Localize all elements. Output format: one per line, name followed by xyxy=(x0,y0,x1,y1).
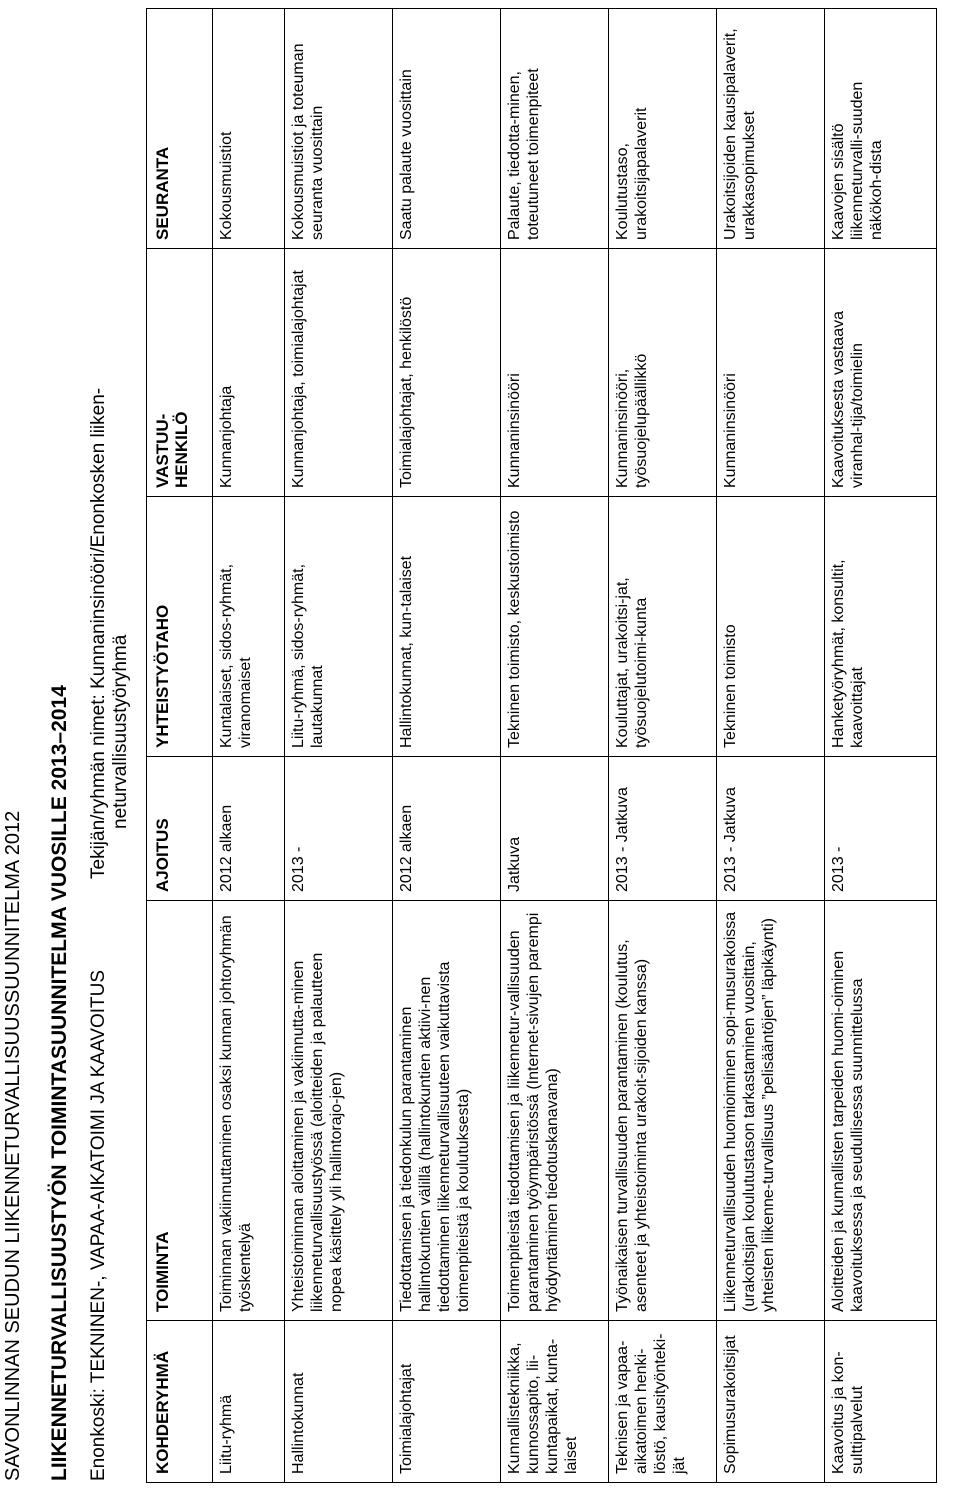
author-line: Tekijän/ryhmän nimet: Kunnaninsinööri/Enonkosken liiken- xyxy=(88,387,109,879)
cell-action: Aloitteiden ja kunnallisten tarpeiden huomi-oiminen kaavoituksessa ja seudullisessa suunnittelussa xyxy=(825,901,937,1321)
table-row xyxy=(501,9,609,1483)
header-target-group: KOHDERYHMÄ xyxy=(147,1321,213,1483)
document-title: SAVONLINNAN SEUDUN LIIKENNETURVALLISUUSSUUNNITELMA 2012 xyxy=(2,810,24,1481)
author-line-continued: neturvallisuustyöryhmä xyxy=(110,634,131,829)
header-responsible: VASTUU- HENKILÖ xyxy=(147,249,213,497)
cell-responsible: Kunnaninsinööri, työsuojelupäällikkö xyxy=(609,249,717,497)
cell-partners: Tekninen toimisto xyxy=(717,497,825,757)
cell-action: Liikenneturvallisuuden huomioiminen sopi-musurakoissa (urakoitsijan koulutustason tarkastaminen vuosittain, yhteisten liikenne-turvallisuus ”pelisääntöjen” läpikäynti) xyxy=(717,901,825,1321)
cell-target: Toimialajohtajat xyxy=(393,1321,501,1483)
header-timing: AJOITUS xyxy=(147,757,213,901)
table-row xyxy=(213,9,285,1483)
table-row xyxy=(825,9,937,1483)
cell-partners: Kouluttajat, urakoitsi-jat, työsuojelutoimi-kunta xyxy=(609,497,717,757)
cell-timing: 2012 alkaen xyxy=(393,757,501,901)
cell-responsible: Kunnanjohtaja, toimialajohtajat xyxy=(285,249,393,497)
cell-followup: Saatu palaute vuosittain xyxy=(393,9,501,249)
cell-timing: 2012 alkaen xyxy=(213,757,285,901)
cell-action: Toiminnan vakiinnuttaminen osaksi kunnan johtoryhmän työskentelyä xyxy=(213,901,285,1321)
cell-timing: 2013 - Jatkuva xyxy=(717,757,825,901)
table-row xyxy=(393,9,501,1483)
cell-target: Hallintokunnat xyxy=(285,1321,393,1483)
cell-timing: 2013 - xyxy=(825,757,937,901)
cell-target: Liitu-ryhmä xyxy=(213,1321,285,1483)
cell-partners: Hanketyöryhmät, konsultit, kaavoittajat xyxy=(825,497,937,757)
cell-responsible: Kunnaninsinööri xyxy=(717,249,825,497)
plan-title: LIIKENNETURVALLISUUSTYÖN TOIMINTASUUNNITELMA VUOSILLE 2013–2014 xyxy=(48,685,71,1481)
cell-followup: Koulutustaso, urakoitsijapalaverit xyxy=(609,9,717,249)
table-row xyxy=(285,9,393,1483)
action-plan-table xyxy=(146,8,937,1483)
cell-responsible: Kaavoituksesta vastaava viranhal-tija/toimielin xyxy=(825,249,937,497)
cell-followup: Kokousmuistiot ja toteuman seuranta vuosittain xyxy=(285,9,393,249)
cell-timing: 2013 - xyxy=(285,757,393,901)
header-followup: SEURANTA xyxy=(147,9,213,249)
cell-action: Tiedottamisen ja tiedonkulun parantaminen hallintokuntien välillä (hallintokuntien aktiivi-nen tiedottaminen liikenneturvallisuuteen vaikuttavista toimenpiteistä ja koulutuksesta) xyxy=(393,901,501,1321)
header-action: TOIMINTA xyxy=(147,901,213,1321)
cell-responsible: Kunnanjohtaja xyxy=(213,249,285,497)
cell-action: Työnaikaisen turvallisuuden parantaminen (koulutus, asenteet ja yhteistoiminta urakoit-sijoiden kanssa) xyxy=(609,901,717,1321)
cell-action: Yhteistoiminnan aloittaminen ja vakiinnutta-minen liikenneturvallisuustyössä (aloitteiden ja palautteen nopea käsittely yli hallintorajo-jen) xyxy=(285,901,393,1321)
cell-partners: Tekninen toimisto, keskustoimisto xyxy=(501,497,609,757)
cell-action: Toimenpiteistä tiedottamisen ja liikennetur-vallisuuden parantaminen työympäristössä (Internet-sivujen parempi hyödyntäminen tiedotuskanavana) xyxy=(501,901,609,1321)
cell-timing: 2013 - Jatkuva xyxy=(609,757,717,901)
cell-partners: Hallintokunnat, kun-talaiset xyxy=(393,497,501,757)
table-row xyxy=(717,9,825,1483)
table-row xyxy=(609,9,717,1483)
cell-responsible: Toimialajohtajat, henkilöstö xyxy=(393,249,501,497)
cell-target: Kunnallistekniikka, kunnossapito, lii-kuntapaikat, kunta-laiset xyxy=(501,1321,609,1483)
cell-followup: Kaavojen sisältö liikenneturvalli-suuden näkökoh-dista xyxy=(825,9,937,249)
cell-followup: Kokousmuistiot xyxy=(213,9,285,249)
cell-followup: Palaute, tiedotta-minen, toteutuneet toimenpiteet xyxy=(501,9,609,249)
cell-target: Teknisen ja vapaa-aikatoimen henki-löstö, kausityönteki-jät xyxy=(609,1321,717,1483)
environment-line: Enonkoski: TEKNINEN-, VAPAA-AIKATOIMI JA KAAVOITUS xyxy=(88,969,109,1481)
cell-partners: Kuntalaiset, sidos-ryhmät, viranomaiset xyxy=(213,497,285,757)
cell-timing: Jatkuva xyxy=(501,757,609,901)
cell-followup: Urakoitsijoiden kausipalaverit, urakkasopimukset xyxy=(717,9,825,249)
cell-responsible: Kunnaninsinööri xyxy=(501,249,609,497)
cell-target: Sopimusurakoitsijat xyxy=(717,1321,825,1483)
header-partners: YHTEISTYÖTAHO xyxy=(147,497,213,757)
cell-target: Kaavoitus ja kon-sulttipalvelut xyxy=(825,1321,937,1483)
cell-partners: Liitu-ryhmä, sidos-ryhmät, lautakunnat xyxy=(285,497,393,757)
table-header-row xyxy=(147,9,213,1483)
